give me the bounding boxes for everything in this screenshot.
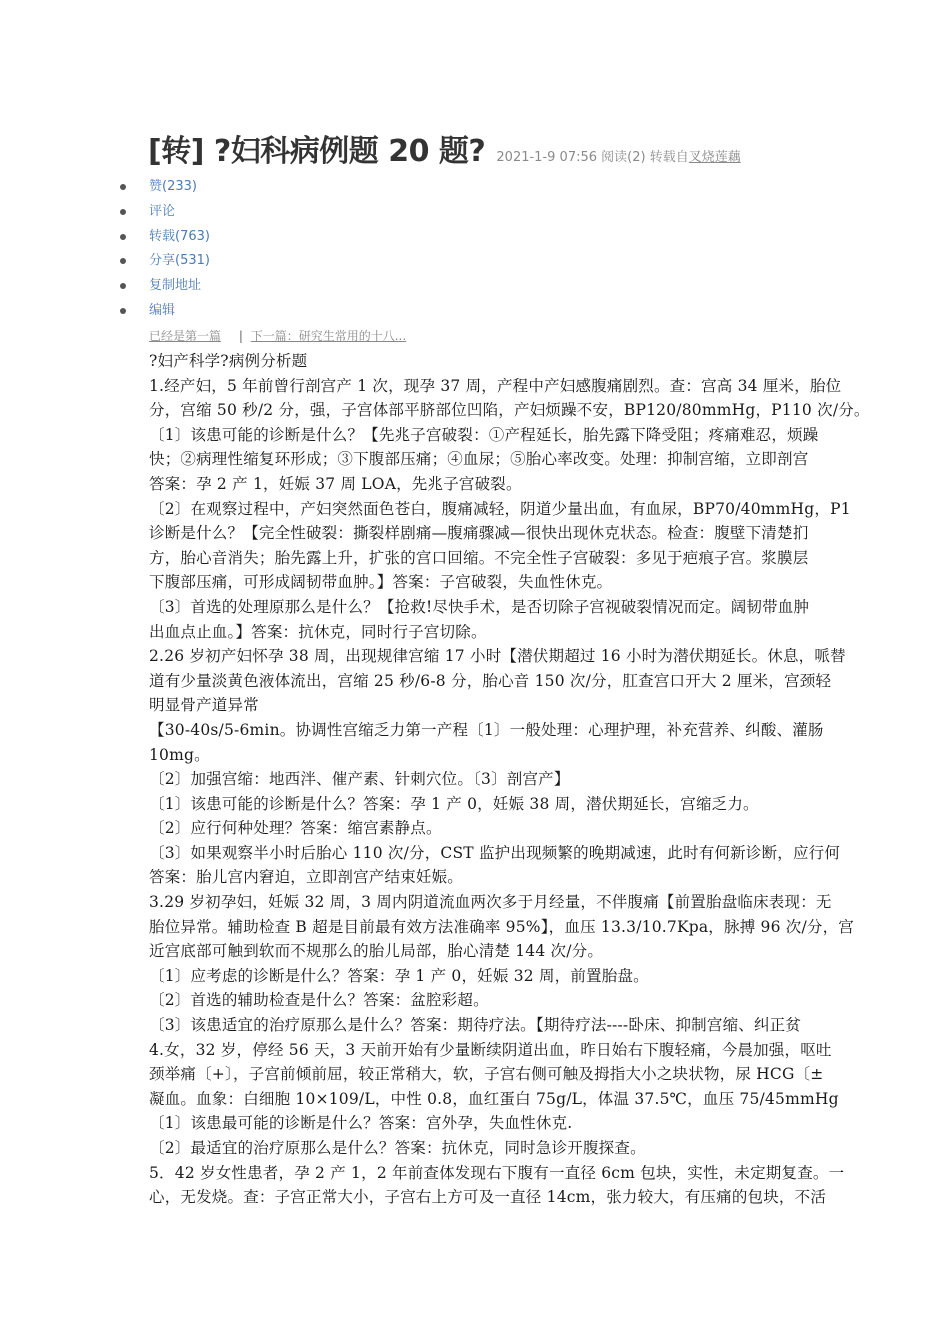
body-line: 道有少量淡黄色液体流出，宫缩 25 秒/6-8 分，胎心音 150 次/分，肛查宫口开大 2 厘米，宫颈轻: [149, 671, 832, 690]
post-actions: [0, 175, 400, 324]
body-line: 〔1〕该患可能的诊断是什么？【先兆子宫破裂：①产程延长，胎先露下降受阻；疼痛难忍，烦躁: [149, 425, 819, 444]
body-line: 〔3〕如果观察半小时后胎心 110 次/分，CST 监护出现频繁的晚期减速，此时有何新诊断，应行何: [149, 843, 841, 862]
repost-source-link[interactable]: 叉烧莲藕: [688, 150, 741, 165]
prev-post-link[interactable]: 已经是第一篇: [149, 329, 222, 343]
body-line: 【30-40s/5-6min。协调性宫缩乏力第一产程〔1〕一般处理：心理护理，补充营养、纠酸、灌肠: [149, 720, 824, 739]
body-line: 1.经产妇，5 年前曾行剖宫产 1 次，现孕 37 周，产程中产妇感腹痛剧烈。查：宫高 34 厘米，胎位: [149, 376, 842, 395]
body-line: 诊断是什么？【完全性破裂：撕裂样剧痛—腹痛骤减—很快出现休克状态。检查：腹壁下清楚扪: [149, 524, 809, 543]
repost-action[interactable]: 转载(763): [0, 225, 400, 250]
body-line: 〔2〕最适宜的治疗原那么是什么？答案：抗休克，同时急诊开腹探查。: [149, 1139, 646, 1157]
body-line: 颈举痛〔+〕，子宫前倾前屈，较正常稍大，软，子宫右侧可触及拇指大小之块状物，尿 HCG〔±: [149, 1065, 824, 1084]
post-meta: [496, 150, 740, 165]
read-count: 阅读(2): [601, 150, 646, 165]
body-line: 〔1〕该患最可能的诊断是什么？答案：宫外孕，失血性休克.: [149, 1114, 573, 1133]
body-line: 明显骨产道异常: [149, 696, 259, 715]
copy-address-action[interactable]: 复制地址: [0, 274, 400, 299]
nav-separator: |: [238, 329, 243, 343]
body-line: 〔1〕应考虑的诊断是什么？答案：孕 1 产 0，妊娠 32 周，前置胎盘。: [149, 966, 649, 985]
repost-prefix: 转载自: [649, 150, 689, 165]
body-line: 10mg。: [149, 745, 210, 764]
body-line: 〔2〕首选的辅助检查是什么？答案：盆腔彩超。: [149, 991, 489, 1010]
body-line: 〔3〕首选的处理原那么是什么？【抢救!尽快手术，是否切除子宫视破裂情况而定。阔韧带血肿: [149, 597, 810, 616]
post-body: [149, 349, 950, 1210]
body-line: 〔2〕在观察过程中，产妇突然面色苍白，腹痛减轻，阴道少量出血，有血尿，BP70/40mmHg，P1: [149, 499, 851, 518]
body-line: 2.26 岁初产妇怀孕 38 周，出现规律宫缩 17 小时【潜伏期超过 16 小时为潜伏期延长。休息，哌替: [149, 647, 846, 666]
body-line: 答案：孕 2 产 1，妊娠 37 周 LOA，先兆子宫破裂。: [149, 474, 522, 493]
share-action[interactable]: 分享(531): [0, 249, 400, 274]
body-line: 分，宫缩 50 秒/2 分，强，子宫体部平脐部位凹陷，产妇烦躁不安，BP120/80mmHg，P110 次/分。: [149, 401, 870, 420]
body-line: 〔2〕加强宫缩：地西泮、催产素、针刺穴位。〔3〕剖宫产】: [149, 770, 570, 789]
body-line: 〔1〕该患可能的诊断是什么？答案：孕 1 产 0，妊娠 38 周，潜伏期延长，宫缩乏力。: [149, 794, 759, 813]
post-title: [转] ?妇科病例题 20 题?: [148, 134, 486, 169]
body-line: 出血点止血。】答案：抗休克，同时行子宫切除。: [149, 622, 487, 641]
body-line: 5．42 岁女性患者，孕 2 产 1，2 年前查体发现右下腹有一直径 6cm 包块，实性，未定期复查。一: [149, 1163, 845, 1182]
body-line: 3.29 岁初孕妇，妊娠 32 周，3 周内阴道流血两次多于月经量，不伴腹痛【前置胎盘临床表现：无: [149, 893, 832, 912]
body-line: 心，无发烧。查：子宫正常大小，子宫右上方可及一直径 14cm，张力较大，有压痛的包块，不活: [149, 1188, 827, 1207]
body-heading: ?妇产科学?病例分析题: [149, 352, 308, 370]
body-line: 下腹部压痛，可形成阔韧带血肿。】答案：子宫破裂，失血性休克。: [149, 573, 613, 592]
body-line: 胎位异常。辅助检查 B 超是目前最有效方法准确率 95%】，血压 13.3/10.7Kpa，脉搏 96 次/分，宫: [149, 917, 854, 936]
post-navigation: [149, 327, 406, 344]
body-line: 凝血。血象：白细胞 10×109/L，中性 0.8，血红蛋白 75g/L，体温 37.5℃，血压 75/45mmHg: [149, 1089, 839, 1108]
body-line: 〔3〕该患适宜的治疗原那么是什么？答案：期待疗法。【期待疗法----卧床、抑制宫缩、纠正贫: [149, 1016, 802, 1035]
like-action[interactable]: 赞(233): [0, 175, 400, 200]
body-line: 4.女，32 岁，停经 56 天，3 天前开始有少量断续阴道出血，昨日始右下腹轻痛，今晨加强，呕吐: [149, 1040, 832, 1059]
post-header: [148, 126, 741, 170]
body-line: 答案：胎儿宫内窘迫，立即剖宫产结束妊娠。: [149, 868, 464, 887]
body-line: 方，胎心音消失；胎先露上升，扩张的宫口回缩。不完全性子宫破裂：多见于疤痕子宫。浆膜层: [149, 548, 809, 567]
comment-action[interactable]: 评论: [0, 200, 400, 225]
post-date: 2021-1-9 07:56: [496, 150, 598, 165]
edit-action[interactable]: 编辑: [0, 299, 400, 324]
body-line: 快；②病理性缩复环形成；③下腹部压痛；④血尿；⑤胎心率改变。处理：抑制宫缩，立即剖宫: [149, 450, 809, 469]
next-post-link[interactable]: 下一篇：研究生常用的十八...: [250, 329, 407, 343]
body-line: 〔2〕应行何种处理？答案：缩宫素静点。: [149, 819, 442, 838]
body-line: 近宫底部可触到软而不规那么的胎儿局部，胎心清楚 144 次/分。: [149, 942, 604, 961]
